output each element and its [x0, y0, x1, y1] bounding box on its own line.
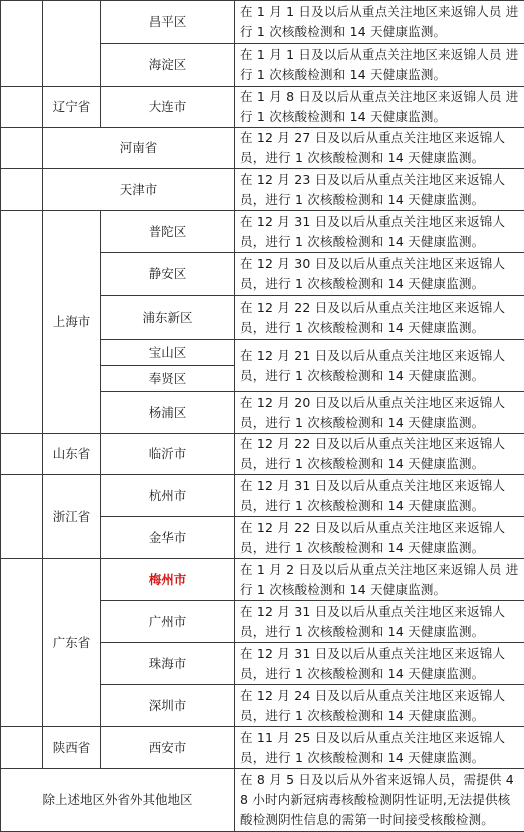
table-row — [1, 769, 524, 832]
city-cell: 杭州市 — [101, 475, 235, 517]
policy-cell: 在 12 月 31 日及以后从重点关注地区来返锦人员，进行 1 次核酸检测和 14 天健康监测。 — [235, 475, 524, 517]
city-cell: 宝山区 — [101, 340, 235, 366]
policy-cell: 在 12 月 21 日及以后从重点关注地区来返锦人员，进行 1 次核酸检测和 14 天健康监测。 — [235, 340, 524, 392]
policy-cell: 在 1 月 8 日及以后从重点关注地区来返锦人员 进行 1 次核酸检测和 14 天健康监测。 — [235, 87, 524, 128]
policy-cell: 在 12 月 23 日及以后从重点关注地区来返锦人员，进行 1 次核酸检测和 14 天健康监测。 — [235, 169, 524, 211]
spacer-cell — [1, 87, 43, 128]
spacer-cell — [1, 727, 43, 769]
city-cell: 杨浦区 — [101, 392, 235, 434]
spacer-cell — [1, 559, 43, 727]
city-cell: 普陀区 — [101, 211, 235, 253]
policy-cell: 在 1 月 2 日及以后从重点关注地区来返锦人员 进行 1 次核酸检测和 14 天健康监测。 — [235, 559, 524, 601]
province-cell: 上海市 — [43, 211, 101, 434]
city-cell: 临沂市 — [101, 434, 235, 475]
spacer-cell — [1, 169, 43, 211]
province-cell: 山东省 — [43, 434, 101, 475]
city-cell: 珠海市 — [101, 643, 235, 685]
city-cell: 海淀区 — [101, 44, 235, 87]
table-row — [1, 434, 524, 475]
spacer-cell — [1, 434, 43, 475]
table-row — [1, 475, 524, 517]
province-cell: 除上述地区外省外其他地区 — [1, 769, 235, 832]
city-cell: 大连市 — [101, 87, 235, 128]
table-row — [1, 1, 524, 44]
policy-cell: 在 12 月 24 日及以后从重点关注地区来返锦人员，进行 1 次核酸检测和 14 天健康监测。 — [235, 685, 524, 727]
city-cell: 金华市 — [101, 517, 235, 559]
policy-cell: 在 12 月 22 日及以后从重点关注地区来返锦人员，进行 1 次核酸检测和 14 天健康监测。 — [235, 296, 524, 340]
spacer-cell — [1, 211, 43, 434]
province-cell — [43, 1, 101, 87]
city-cell: 昌平区 — [101, 1, 235, 44]
policy-cell: 在 12 月 30 日及以后从重点关注地区来返锦人员，进行 1 次核酸检测和 14 天健康监测。 — [235, 253, 524, 296]
policy-cell: 在 12 月 31 日及以后从重点关注地区来返锦人员，进行 1 次核酸检测和 14 天健康监测。 — [235, 643, 524, 685]
table-row — [1, 169, 524, 211]
policy-cell: 在 12 月 27 日及以后从重点关注地区来返锦人员，进行 1 次核酸检测和 14 天健康监测。 — [235, 128, 524, 169]
province-cell: 广东省 — [43, 559, 101, 727]
city-cell: 奉贤区 — [101, 366, 235, 392]
province-cell: 天津市 — [43, 169, 235, 211]
policy-cell: 在 12 月 31 日及以后从重点关注地区来返锦人员，进行 1 次核酸检测和 14 天健康监测。 — [235, 211, 524, 253]
policy-cell: 在 8 月 5 日及以后从外省来返锦人员，需提供 48 小时内新冠病毒核酸检测阴性证明,无法提供核酸检测阴性信息的需第一时间接受核酸检测。 — [235, 769, 524, 832]
table-row — [1, 128, 524, 169]
policy-cell: 在 12 月 20 日及以后从重点关注地区来返锦人员，进行 1 次核酸检测和 14 天健康监测。 — [235, 392, 524, 434]
city-cell: 西安市 — [101, 727, 235, 769]
city-cell: 深圳市 — [101, 685, 235, 727]
table-row — [1, 211, 524, 253]
policy-cell: 在 1 月 1 日及以后从重点关注地区来返锦人员 进行 1 次核酸检测和 14 天健康监测。 — [235, 1, 524, 44]
city-cell: 静安区 — [101, 253, 235, 296]
policy-cell: 在 1 月 1 日及以后从重点关注地区来返锦人员 进行 1 次核酸检测和 14 天健康监测。 — [235, 44, 524, 87]
table-row — [1, 559, 524, 601]
spacer-cell — [1, 475, 43, 559]
province-cell: 河南省 — [43, 128, 235, 169]
policy-cell: 在 11 月 25 日及以后从重点关注地区来返锦人员，进行 1 次核酸检测和 14 天健康监测。 — [235, 727, 524, 769]
province-cell: 浙江省 — [43, 475, 101, 559]
policy-cell: 在 12 月 22 日及以后从重点关注地区来返锦人员，进行 1 次核酸检测和 14 天健康监测。 — [235, 434, 524, 475]
spacer-cell — [1, 128, 43, 169]
policy-cell: 在 12 月 31 日及以后从重点关注地区来返锦人员，进行 1 次核酸检测和 14 天健康监测。 — [235, 601, 524, 643]
province-cell: 辽宁省 — [43, 87, 101, 128]
city-cell-highlighted: 梅州市 — [101, 559, 235, 601]
table-row — [1, 727, 524, 769]
province-cell-cropped — [1, 1, 43, 87]
city-cell: 浦东新区 — [101, 296, 235, 340]
city-cell: 广州市 — [101, 601, 235, 643]
table-row — [1, 87, 524, 128]
province-cell: 陕西省 — [43, 727, 101, 769]
policy-cell: 在 12 月 22 日及以后从重点关注地区来返锦人员，进行 1 次核酸检测和 14 天健康监测。 — [235, 517, 524, 559]
